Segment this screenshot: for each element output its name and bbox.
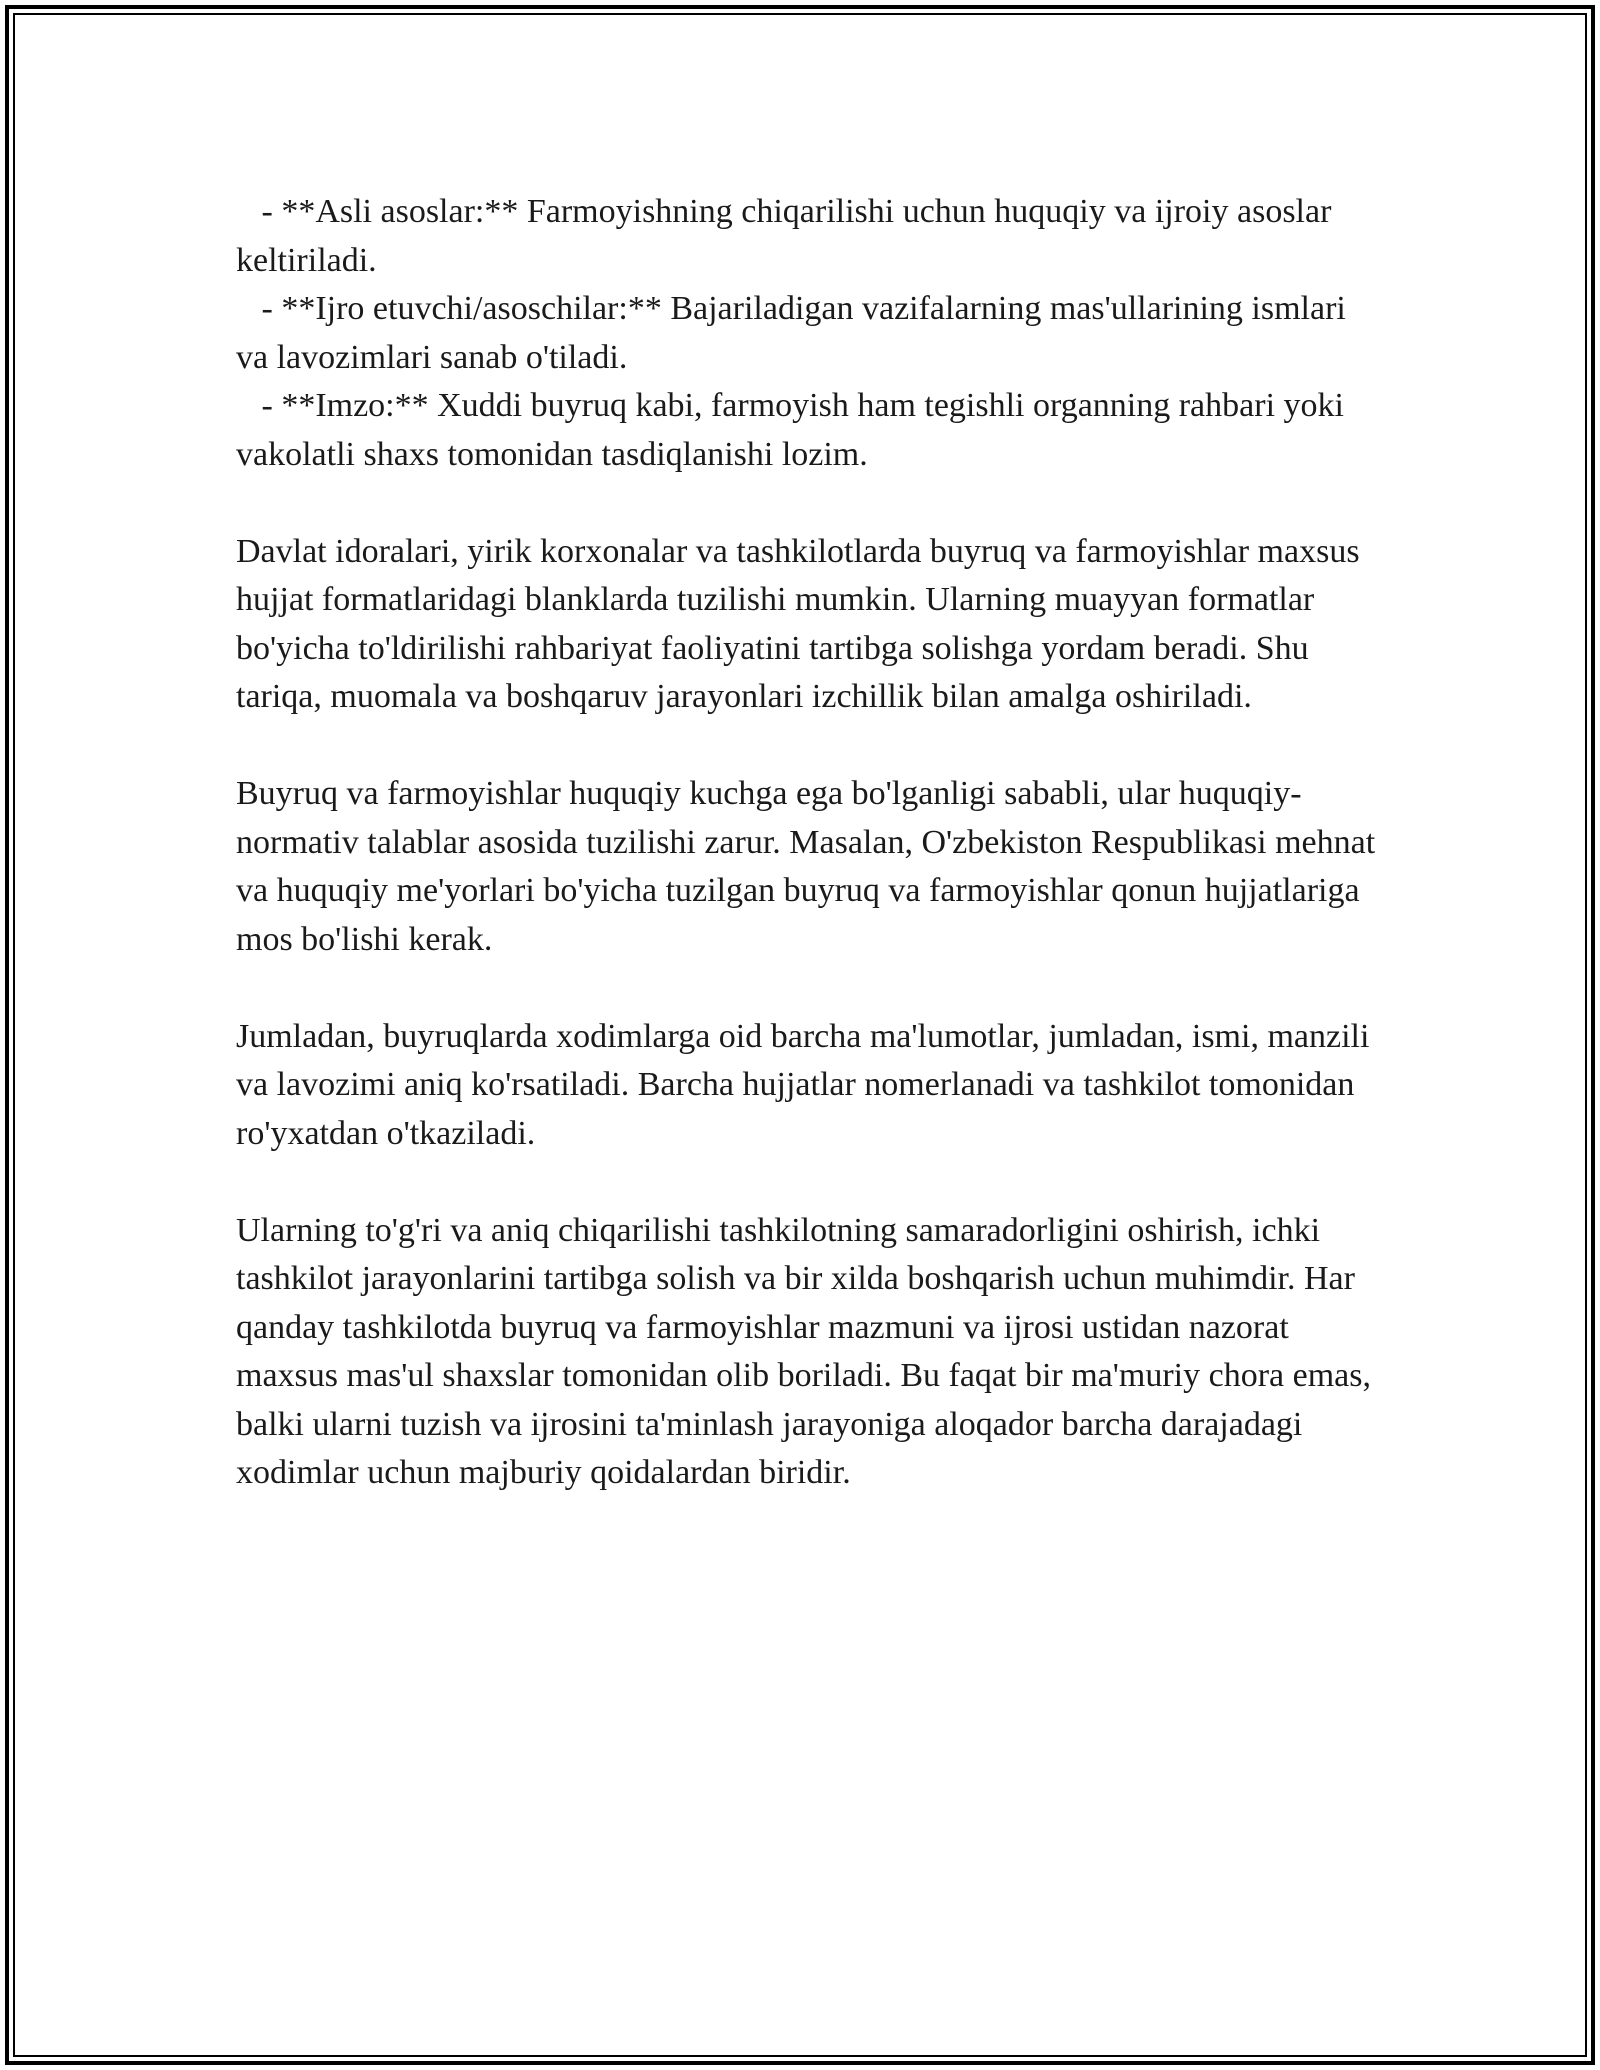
bullet-ijro-etuvchi: - **Ijro etuvchi/asoschilar:** Bajariladigan vazifalarning mas'ullarining ismlari va lavozimlari sanab o'tiladi. [236,290,1355,376]
document-body [236,188,1376,1498]
paragraph-huquqiy-kuch: Buyruq va farmoyishlar huquqiy kuchga ega bo'lganligi sababli, ular huquqiy-normativ talablar asosida tuzilishi zarur. Masalan, O'zbekiston Respublikasi mehnat va huquqiy me'yorlari bo'yicha tuzilgan buyruq va farmoyishlar qonun hujjatlariga mos bo'lishi kerak. [236,775,1376,958]
bullet-asli-asoslar: - **Asli asoslar:** Farmoyishning chiqarilishi uchun huquqiy va ijroiy asoslar keltiriladi. [236,193,1340,279]
bullet-imzo: - **Imzo:** Xuddi buyruq kabi, farmoyish ham tegishli organning rahbari yoki vakolatli shaxs tomonidan tasdiqlanishi lozim. [236,387,1353,473]
paragraph-xodimlar-malumotlari: Jumladan, buyruqlarda xodimlarga oid barcha ma'lumotlar, jumladan, ismi, manzili va lavozimi aniq ko'rsatiladi. Barcha hujjatlar nomerlanadi va tashkilot tomonidan ro'yxatdan o'tkaziladi. [236,1017,1370,1152]
bullet-list [236,188,1376,479]
paragraph-samaradorlik: Ularning to'g'ri va aniq chiqarilishi tashkilotning samaradorligini oshirish, ichki tashkilot jarayonlarini tartibga solish va bir xilda boshqarish uchun muhimdir. Har qanday tashkilotda buyruq va farmoyishlar mazmuni va ijrosi ustidan nazorat maxsus mas'ul shaxslar tomonidan olib boriladi. Bu faqat bir ma'muriy chora emas, balki ularni tuzish va ijrosini ta'minlash jarayoniga aloqador barcha darajadagi xodimlar uchun majburiy qoidalardan biridir. [236,1211,1371,1491]
paragraph-blanklar: Davlat idoralari, yirik korxonalar va tashkilotlarda buyruq va farmoyishlar maxsus hujjat formatlaridagi blanklarda tuzilishi mumkin. Ularning muayyan formatlar bo'yicha to'ldirilishi rahbariyat faoliyatini tartibga solishga yordam beradi. Shu tariqa, muomala va boshqaruv jarayonlari izchillik bilan amalga oshiriladi. [236,532,1360,715]
